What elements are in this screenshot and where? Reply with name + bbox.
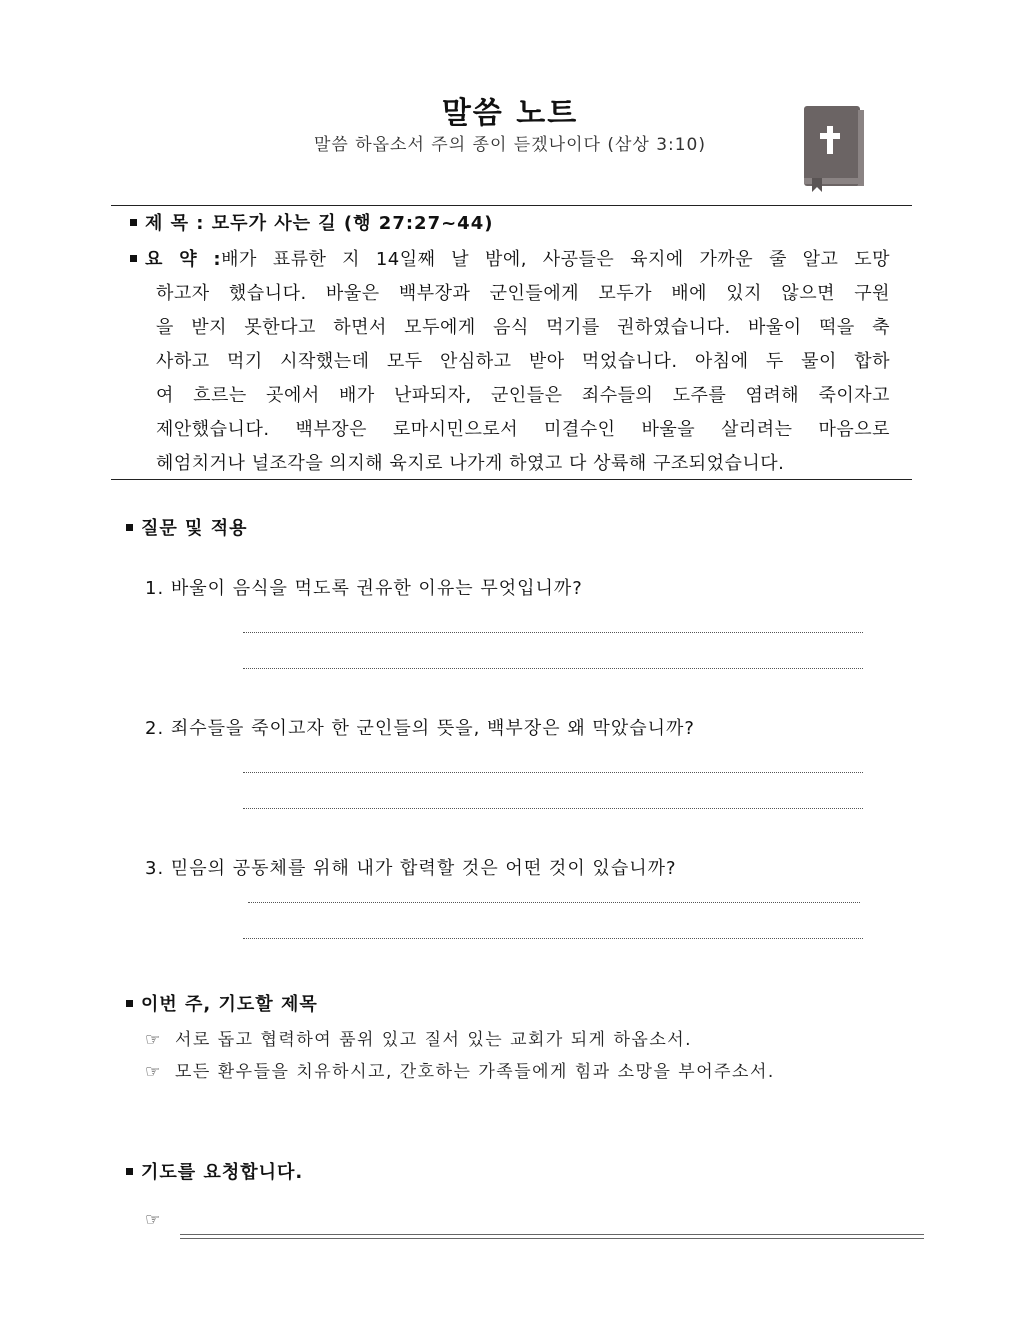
summary-text: 배가 표류한 지 14일째 날 밤에, 사공들은 육지에 가까운 줄 알고 도망 <box>221 249 890 270</box>
prayer-item: ☞ 서로 돕고 협력하여 품위 있고 질서 있는 교회가 되게 하옵소서. <box>145 1030 693 1050</box>
summary-line: 하고자 했습니다. 바울은 백부장과 군인들에게 모두가 배에 있지 않으면 구원 <box>156 283 890 304</box>
topic-label: 제 목 : <box>145 213 205 234</box>
answer-line[interactable] <box>243 668 863 669</box>
sermon-topic-row <box>130 209 493 235</box>
question-2: 2. 죄수들을 죽이고자 한 군인들의 뜻을, 백부장은 왜 막았습니까? <box>145 718 695 739</box>
bible-icon <box>802 104 866 192</box>
square-bullet-icon <box>130 255 137 262</box>
square-bullet-icon <box>130 219 137 226</box>
summary-line <box>130 243 890 277</box>
question-1: 1. 바울이 음식을 먹도록 권유한 이유는 무엇입니까? <box>145 578 583 599</box>
square-bullet-icon <box>126 1168 133 1175</box>
pointing-hand-icon: ☞ <box>145 1030 162 1050</box>
summary-line: 헤엄치거나 널조각을 의지해 육지로 나가게 하였고 다 상륙해 구조되었습니다. <box>156 453 785 474</box>
pointing-hand-icon: ☞ <box>145 1210 162 1230</box>
square-bullet-icon <box>126 524 133 531</box>
summary-line: 제안했습니다. 백부장은 로마시민으로서 미결수인 바울을 살리려는 마음으로 <box>156 419 890 440</box>
summary-line: 사하고 먹기 시작했는데 모두 안심하고 받아 먹었습니다. 아침에 두 물이 합하 <box>156 351 890 372</box>
questions-heading: 질문 및 적용 <box>126 514 247 540</box>
prayer-request-input-line[interactable] <box>180 1234 924 1239</box>
request-marker <box>145 1210 175 1230</box>
prayer-request-heading: 기도를 요청합니다. <box>126 1158 303 1184</box>
top-divider <box>111 205 912 206</box>
answer-line[interactable] <box>248 902 860 903</box>
answer-line[interactable] <box>243 632 863 633</box>
topic-text: 모두가 사는 길 (행 27:27~44) <box>211 213 494 234</box>
pointing-hand-icon: ☞ <box>145 1062 162 1082</box>
page-title: 말씀 노트 <box>441 96 579 131</box>
answer-line[interactable] <box>243 772 863 773</box>
prayer-item: ☞ 모든 환우들을 치유하시고, 간호하는 가족들에게 힘과 소망을 부어주소서. <box>145 1062 775 1082</box>
summary-line: 여 흐르는 곳에서 배가 난파되자, 군인들은 죄수들의 도주를 염려해 죽이자고 <box>156 385 890 406</box>
question-3: 3. 믿음의 공동체를 위해 내가 합력할 것은 어떤 것이 있습니까? <box>145 858 677 879</box>
page-subtitle: 말씀 하옵소서 주의 종이 듣겠나이다 (삼상 3:10) <box>313 135 707 155</box>
summary-line: 을 받지 못한다고 하면서 모두에게 음식 먹기를 권하였습니다. 바울이 떡을 축 <box>156 317 890 338</box>
answer-line[interactable] <box>243 808 863 809</box>
summary-label: 요 약 : <box>145 249 222 270</box>
sermon-summary <box>130 243 890 481</box>
answer-line[interactable] <box>243 938 863 939</box>
square-bullet-icon <box>126 1000 133 1007</box>
bottom-divider <box>111 479 912 480</box>
prayer-heading: 이번 주, 기도할 제목 <box>126 990 318 1016</box>
